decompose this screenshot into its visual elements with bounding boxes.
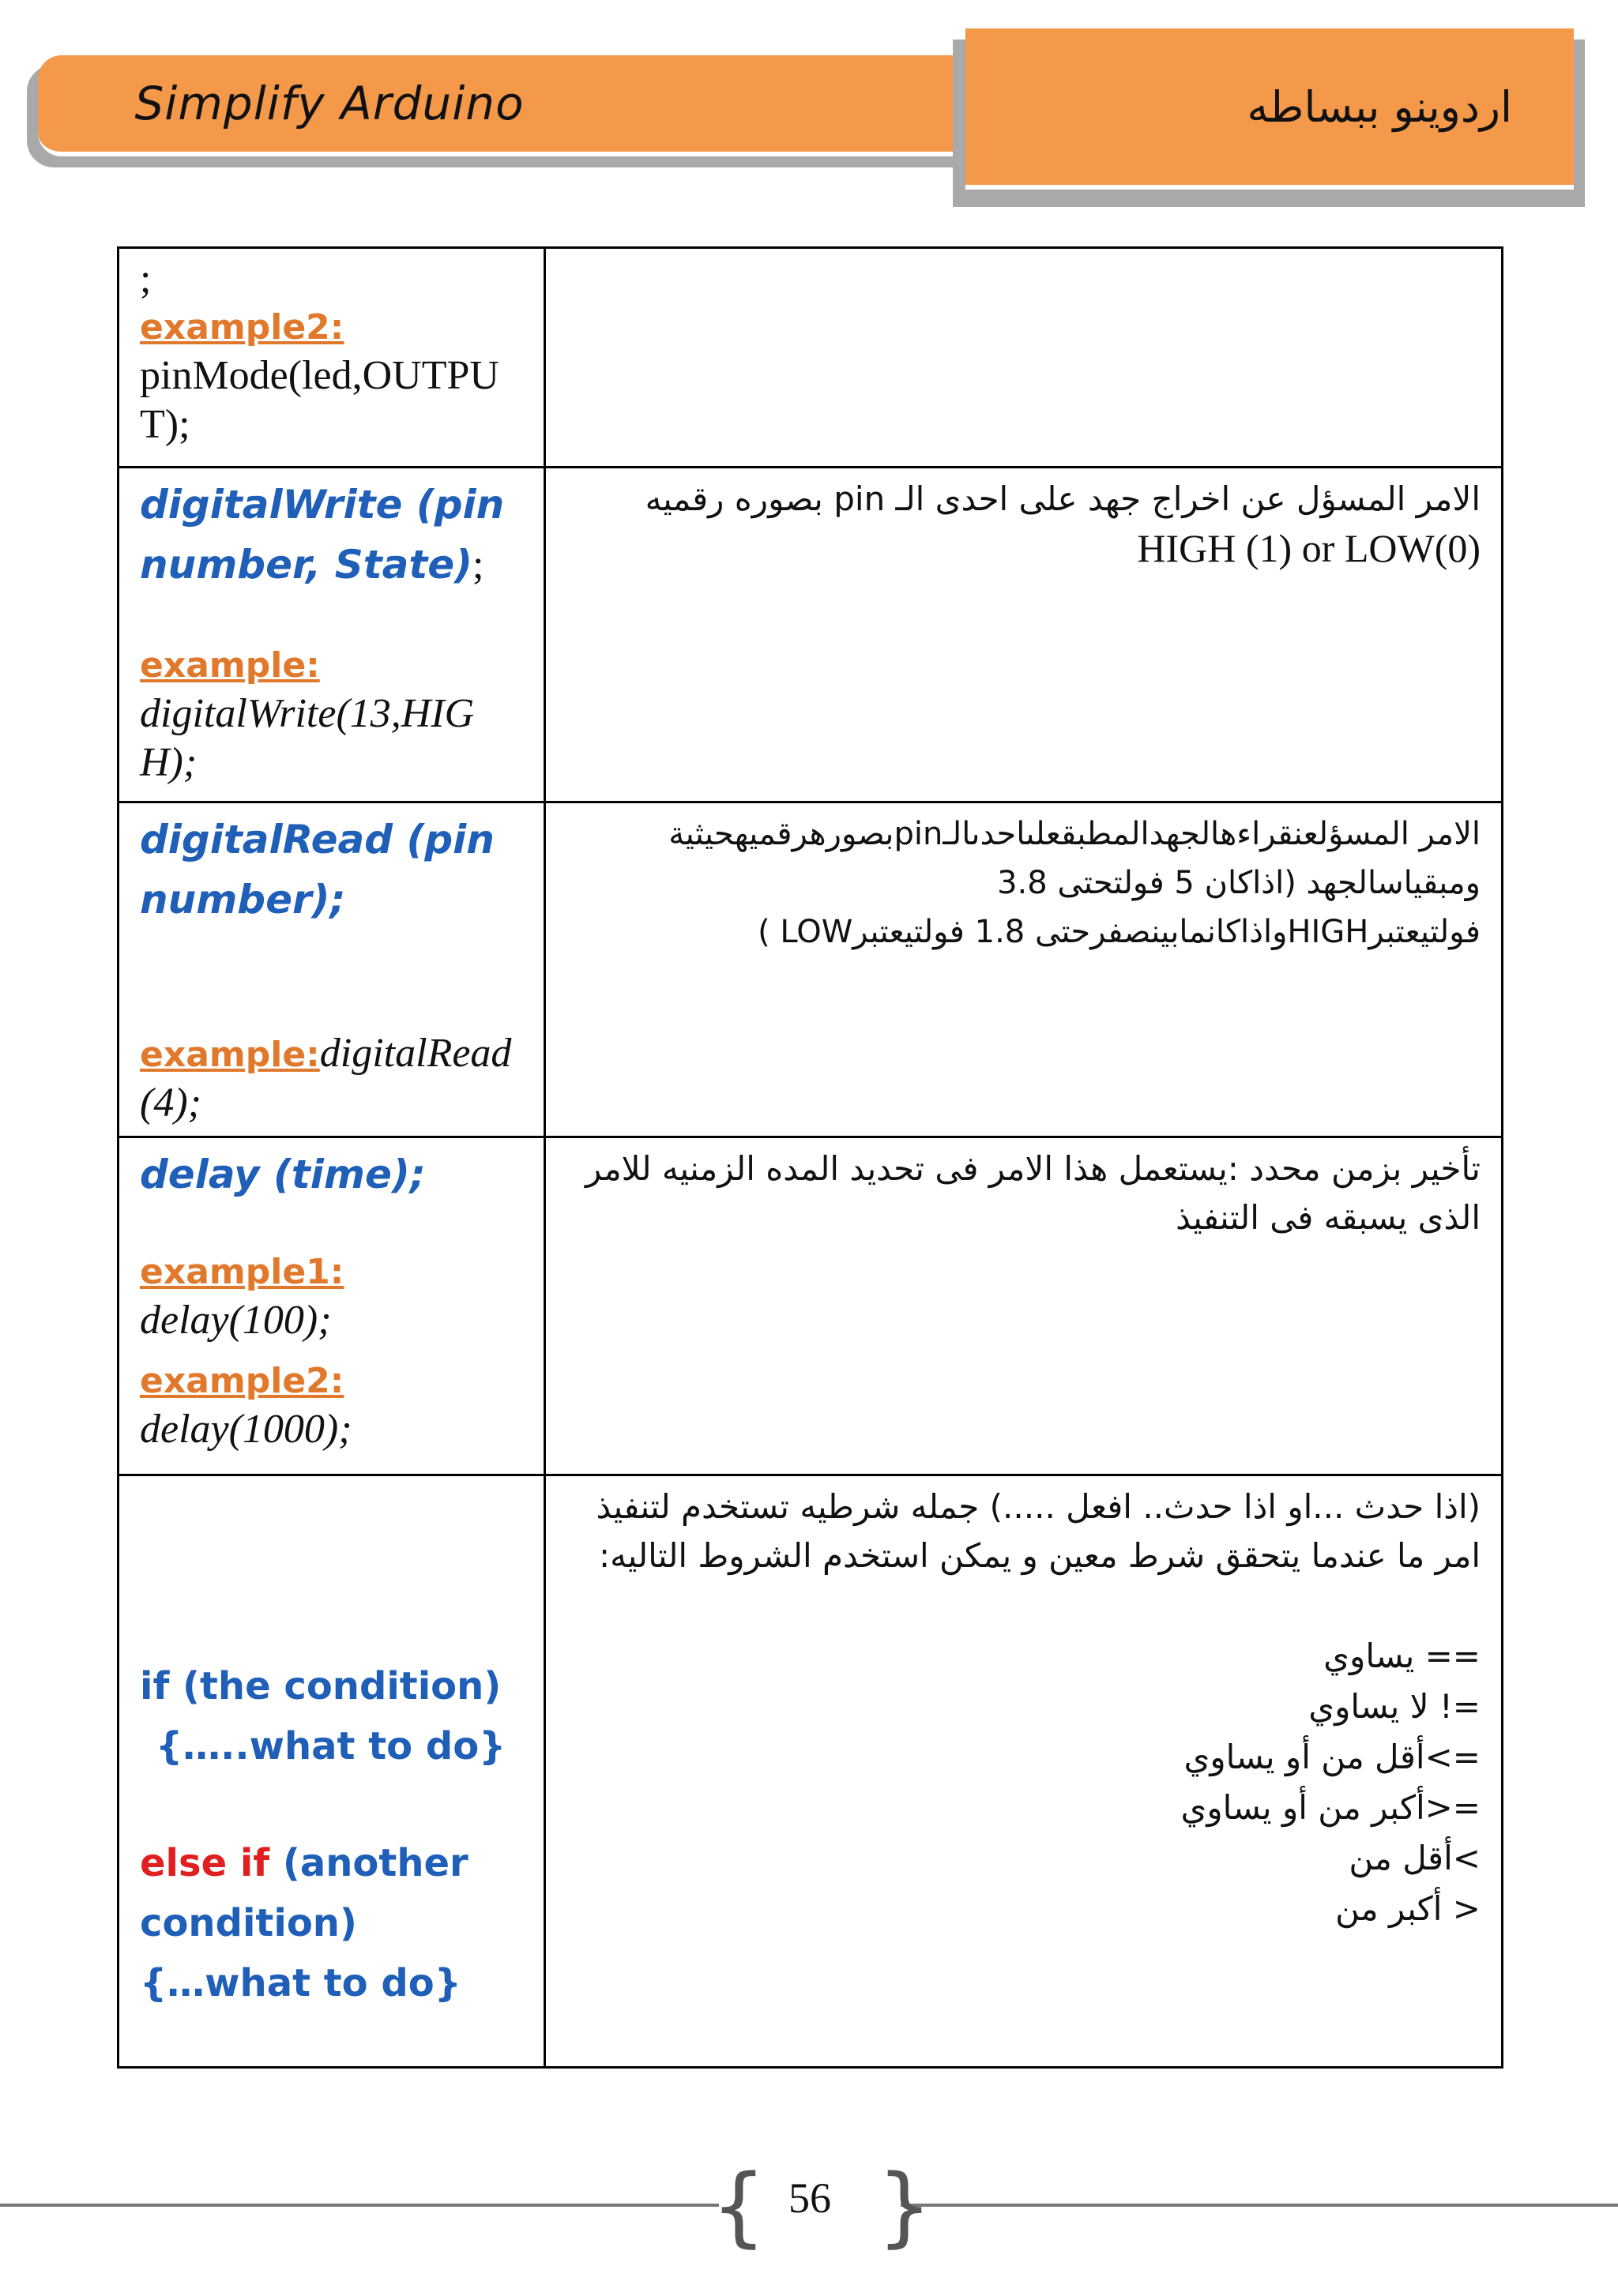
- command-table: [117, 246, 1503, 2069]
- else-if-keyword: else if: [140, 1841, 270, 1885]
- command-cell: [119, 248, 545, 468]
- english-title: Simplify Arduino: [134, 77, 525, 130]
- description-line: الذى يسبقه فى التنفيذ: [1176, 1198, 1481, 1237]
- condition-item: =<أكبر من أو يساوي: [1180, 1788, 1481, 1827]
- right-brace-icon: }: [877, 2155, 932, 2257]
- table-row: [119, 1137, 1503, 1475]
- else-if-condition-cont: condition): [140, 1901, 357, 1945]
- if-line: if (the condition): [140, 1664, 502, 1708]
- footer-rule-left: [0, 2204, 719, 2207]
- else-if-condition: (another: [282, 1841, 468, 1885]
- command-cell: [119, 1475, 545, 2068]
- description-line: تأخير بزمن محدد :يستعمل هذا الامر فى تحديد المده الزمنيه للامر: [585, 1149, 1481, 1188]
- footer-rule-right: [901, 2204, 1618, 2207]
- table-row: [119, 248, 1503, 468]
- condition-item: =>أقل من أو يساوي: [1183, 1738, 1481, 1776]
- description-cell: [545, 248, 1503, 468]
- description-cell: [545, 1475, 1503, 2068]
- example-code: delay(1000);: [140, 1407, 352, 1452]
- example-code: digitalWrite(13,HIGH);: [140, 691, 475, 785]
- if-body: {…..what to do}: [156, 1724, 506, 1768]
- example-label: example:: [140, 1035, 320, 1075]
- command-text: [140, 475, 523, 595]
- description-cell: [545, 1137, 1503, 1475]
- description-line: HIGH (1) or LOW(0): [1137, 526, 1481, 570]
- table-row: [119, 468, 1503, 802]
- command-cell: [119, 468, 545, 802]
- arabic-title: اردوينو ببساطه: [1247, 81, 1512, 132]
- example-label: example2:: [140, 1361, 344, 1401]
- description-line: امر ما عندما يتحقق شرط معين و يمكن استخدم الشروط التاليه:: [599, 1536, 1481, 1575]
- command-cell: [119, 1137, 545, 1475]
- description-line: (اذا حدث ...او اذا حدث.. افعل .....) جمله شرطيه تستخدم لتنفيذ: [596, 1487, 1481, 1526]
- example-code: delay(100);: [140, 1298, 332, 1343]
- command-cell: [119, 802, 545, 1137]
- left-brace-icon: {: [711, 2155, 766, 2257]
- else-if-line: [140, 1833, 523, 1893]
- description-cell: [545, 802, 1503, 1137]
- else-if-body: {…what to do}: [140, 1961, 461, 2005]
- table-row: [119, 802, 1503, 1137]
- condition-item: < أكبر من: [1335, 1889, 1481, 1928]
- description-line: الامر المسؤلعنقراءهالجهدالمطبقعلىاحدىالـpinبصورهرقميهحيثية: [668, 816, 1481, 852]
- condition-item: >أقل من: [1349, 1839, 1481, 1877]
- command-name: digitalWrite (pin number, State): [140, 482, 505, 588]
- semicolon-text: ;: [140, 257, 152, 302]
- table-row: [119, 1475, 1503, 2068]
- command-text: delay (time);: [140, 1152, 426, 1197]
- condition-list: [566, 1631, 1481, 1934]
- example-label: example2:: [140, 307, 344, 348]
- command-text: digitalRead (pin number);: [140, 817, 495, 923]
- command-terminator: ;: [472, 543, 484, 588]
- description-line: ومبقياسالجهد (اذاكان 5 فولتحتى 3.8: [997, 865, 1481, 901]
- example-code: digitalRead(4);: [140, 1031, 512, 1125]
- example-label: example:: [140, 645, 320, 686]
- page-number: 56: [788, 2174, 831, 2222]
- example-code: pinMode(led,OUTPUT);: [140, 353, 499, 447]
- example-line: [140, 1029, 523, 1128]
- condition-item: =! لا يساوي: [1308, 1687, 1481, 1726]
- example-label: example1:: [140, 1252, 344, 1292]
- description-line: فولتيعتبرHIGHواذاكانمابينصفرحتى 1.8 فولتيعتبرLOW ): [758, 914, 1481, 950]
- description-cell: [545, 468, 1503, 802]
- description-line: الامر المسؤل عن اخراج جهد على احدى الـ pin بصوره رقميه: [645, 479, 1481, 518]
- header-english-bar: [38, 55, 953, 156]
- header-arabic-bar: [965, 28, 1574, 190]
- condition-item: == يساوي: [1323, 1637, 1481, 1675]
